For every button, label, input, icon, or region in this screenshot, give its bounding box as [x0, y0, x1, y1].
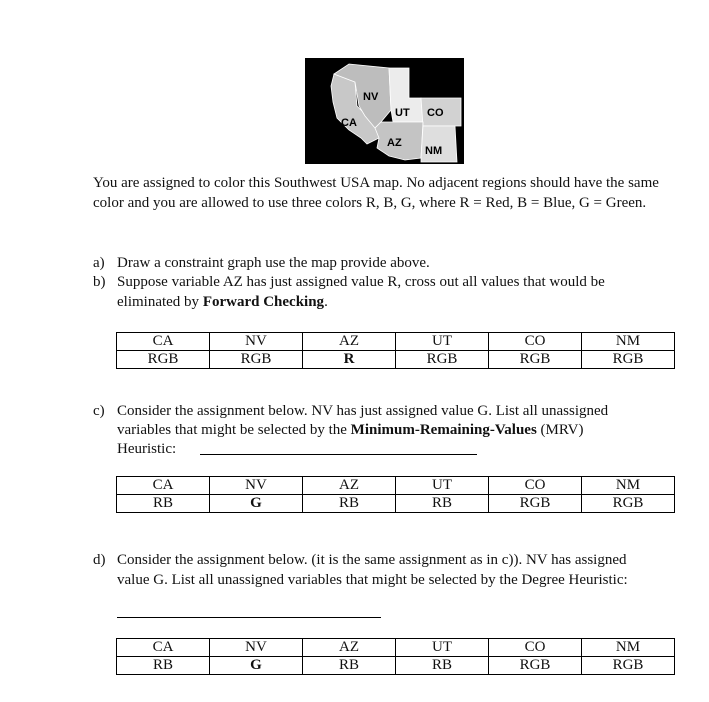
- question-b-line2-bold: Forward Checking: [202, 294, 325, 310]
- table-value-row: [117, 495, 675, 513]
- domain-table-b: [116, 332, 675, 369]
- question-c-label: c): [93, 403, 105, 419]
- question-a-text: Draw a constraint graph use the map provide above.: [117, 255, 430, 271]
- intro-paragraph: You are assigned to color this Southwest USA map. No adjacent regions should have the same color and you are allowed to use three colors R, B, G, where R = Red, B = Blue, G = Green.: [93, 175, 659, 211]
- domain-table-d: [116, 638, 675, 675]
- table-header-cell: AZ: [303, 333, 396, 351]
- table-value-cell: RGB: [489, 657, 582, 675]
- question-a-label: a): [93, 255, 105, 271]
- question-b-line2: [117, 292, 328, 312]
- question-d: [93, 550, 627, 570]
- table-header-cell: AZ: [303, 639, 396, 657]
- table-header-cell: CO: [489, 477, 582, 495]
- question-d-line1: Consider the assignment below. (it is the same assignment as in c)). NV has assigned: [117, 552, 627, 568]
- question-c-line2: [117, 420, 584, 440]
- table-value-row: [117, 657, 675, 675]
- table-header-cell: CA: [117, 333, 210, 351]
- map-label-co: CO: [427, 107, 444, 119]
- table-value-cell: RB: [117, 657, 210, 675]
- southwest-usa-map: [305, 58, 464, 164]
- table-value-cell: RB: [117, 495, 210, 513]
- question-c-line2-prefix: variables that might be selected by the: [117, 422, 351, 438]
- table-value-cell: RGB: [489, 495, 582, 513]
- table-value-cell: RB: [303, 657, 396, 675]
- question-b-line2-suffix: .: [324, 294, 328, 310]
- table-header-cell: AZ: [303, 477, 396, 495]
- table-value-row: [117, 351, 675, 369]
- table-value-cell: RB: [303, 495, 396, 513]
- question-c: [93, 401, 609, 421]
- map-label-az: AZ: [387, 137, 402, 149]
- table-header-cell: UT: [396, 333, 489, 351]
- table-header-cell: NV: [210, 477, 303, 495]
- table-value-cell: R: [303, 351, 396, 369]
- table-header-cell: UT: [396, 477, 489, 495]
- table-header-cell: NV: [210, 639, 303, 657]
- question-d-label: d): [93, 552, 106, 568]
- table-value-cell: RGB: [117, 351, 210, 369]
- table-header-cell: UT: [396, 639, 489, 657]
- question-b-label: b): [93, 274, 106, 290]
- table-value-cell: G: [210, 495, 303, 513]
- question-b-line1: Suppose variable AZ has just assigned value R, cross out all values that would be: [117, 274, 605, 290]
- table-value-cell: RGB: [582, 351, 675, 369]
- table-header-row: [117, 477, 675, 495]
- map-label-nm: NM: [425, 145, 443, 157]
- map-label-ca: CA: [341, 117, 357, 129]
- table-header-row: [117, 333, 675, 351]
- table-header-cell: NV: [210, 333, 303, 351]
- answer-blank-c[interactable]: [200, 454, 477, 455]
- question-d-line2: value G. List all unassigned variables that might be selected by the Degree Heuristic:: [117, 572, 628, 588]
- question-c-line2-bold: Minimum-Remaining-Values: [350, 422, 537, 438]
- table-value-cell: RGB: [210, 351, 303, 369]
- question-b-line2-prefix: eliminated by: [117, 294, 203, 310]
- answer-blank-d[interactable]: [117, 617, 381, 618]
- table-value-cell: RGB: [396, 351, 489, 369]
- table-header-cell: CA: [117, 639, 210, 657]
- table-header-cell: CO: [489, 333, 582, 351]
- domain-table-c: [116, 476, 675, 513]
- map-label-nv: NV: [363, 91, 379, 103]
- table-header-cell: NM: [582, 639, 675, 657]
- map-label-ut: UT: [395, 107, 410, 119]
- question-b: [93, 272, 605, 292]
- question-c-line3: Heuristic:: [117, 441, 177, 457]
- table-header-cell: NM: [582, 477, 675, 495]
- table-value-cell: RB: [396, 657, 489, 675]
- table-header-cell: CA: [117, 477, 210, 495]
- table-header-cell: NM: [582, 333, 675, 351]
- table-value-cell: G: [210, 657, 303, 675]
- question-c-line1: Consider the assignment below. NV has just assigned value G. List all unassigned: [117, 403, 609, 419]
- table-value-cell: RB: [396, 495, 489, 513]
- question-a: [93, 253, 430, 273]
- table-header-row: [117, 639, 675, 657]
- table-value-cell: RGB: [489, 351, 582, 369]
- table-value-cell: RGB: [582, 657, 675, 675]
- table-header-cell: CO: [489, 639, 582, 657]
- question-c-line2-suffix: (MRV): [536, 422, 584, 438]
- table-value-cell: RGB: [582, 495, 675, 513]
